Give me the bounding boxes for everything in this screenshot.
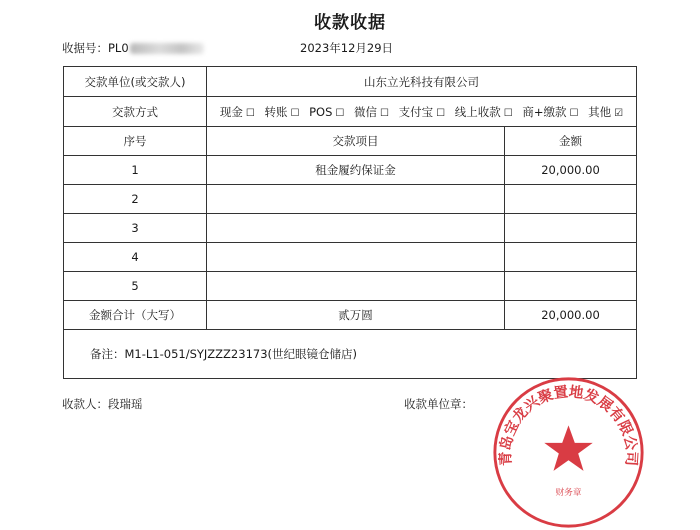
table-row [64, 156, 637, 185]
receipt-number [62, 40, 204, 56]
row-item [207, 214, 505, 243]
payee-unit-stamp-label: 收款单位章： [404, 397, 473, 411]
receipt-title: 收款收据 [314, 13, 386, 33]
row-no: 1 [64, 156, 207, 185]
row-amount [505, 185, 637, 214]
note-text: 备注：M1-L1-051/SYJZZZ23173(世纪眼镜仓储店) [64, 330, 637, 379]
row-amount [505, 214, 637, 243]
payment-option-label: 其他 [588, 104, 612, 119]
row-amount [505, 243, 637, 272]
checkbox-icon[interactable]: ☐ [245, 107, 255, 119]
company-seal [491, 375, 646, 530]
row-no: 4 [64, 243, 207, 272]
column-header-no: 序号 [64, 127, 207, 156]
receipt-number-label: 收据号： [62, 41, 108, 55]
header-row [64, 127, 637, 156]
payment-option-online[interactable] [455, 105, 513, 119]
payment-option-label: 线上收款 [454, 104, 501, 119]
row-no: 5 [64, 272, 207, 301]
payment-option-cash[interactable] [220, 105, 255, 119]
seal-subtitle: 财务章 [555, 488, 582, 499]
table-row [64, 185, 637, 214]
row-amount [505, 272, 637, 301]
payment-option-wechat[interactable] [354, 105, 389, 119]
payment-method-label: 交款方式 [64, 97, 207, 127]
row-no: 2 [64, 185, 207, 214]
table-row [64, 214, 637, 243]
total-row [64, 301, 637, 330]
payment-option-label: 转账 [264, 104, 288, 119]
receipt-number-value: PL0 [108, 41, 129, 55]
total-label: 金额合计（大写） [64, 301, 207, 330]
row-amount: 20,000.00 [505, 156, 637, 185]
payment-option-pos[interactable] [309, 105, 344, 119]
redacted-number-blur [130, 43, 204, 54]
payer-label: 交款单位(或交款人) [64, 67, 207, 97]
row-item [207, 243, 505, 272]
row-item [207, 272, 505, 301]
checkbox-checked-icon[interactable]: ☑ [614, 107, 624, 119]
table-row [64, 243, 637, 272]
payment-option-label: 现金 [219, 104, 243, 119]
column-header-item: 交款项目 [207, 127, 505, 156]
row-item: 租金履约保证金 [207, 156, 505, 185]
payee: 收款人：段瑞瑶 [62, 397, 143, 411]
payment-option-label: POS [309, 104, 333, 119]
table-row [64, 272, 637, 301]
payment-option-label: 商+缴款 [522, 104, 567, 119]
note-row [64, 330, 637, 379]
checkbox-icon[interactable]: ☐ [335, 107, 345, 119]
receipt-table [63, 66, 637, 379]
total-amount: 20,000.00 [505, 301, 637, 330]
payment-option-shang-plus[interactable] [522, 105, 578, 119]
payer-value: 山东立光科技有限公司 [207, 67, 637, 97]
seal-company-name: 青岛宝龙兴聚置地发展有限公司 [497, 383, 640, 467]
payment-option-label: 支付宝 [398, 104, 434, 119]
receipt-date: 2023年12月29日 [300, 41, 394, 55]
total-in-words: 贰万圆 [207, 301, 505, 330]
payment-option-label: 微信 [354, 104, 378, 119]
checkbox-icon[interactable]: ☐ [436, 107, 446, 119]
payment-option-alipay[interactable] [399, 105, 445, 119]
checkbox-icon[interactable]: ☐ [569, 107, 579, 119]
checkbox-icon[interactable]: ☐ [380, 107, 389, 119]
checkbox-icon[interactable]: ☐ [290, 107, 300, 119]
column-header-amount: 金额 [505, 127, 637, 156]
payment-option-transfer[interactable] [264, 105, 299, 119]
row-no: 3 [64, 214, 207, 243]
payment-method-options [207, 97, 637, 127]
payer-row [64, 67, 637, 97]
checkbox-icon[interactable]: ☐ [503, 107, 513, 119]
seal-star-icon [544, 425, 592, 471]
payment-option-other[interactable] [588, 105, 623, 119]
payment-method-row [64, 97, 637, 127]
row-item [207, 185, 505, 214]
